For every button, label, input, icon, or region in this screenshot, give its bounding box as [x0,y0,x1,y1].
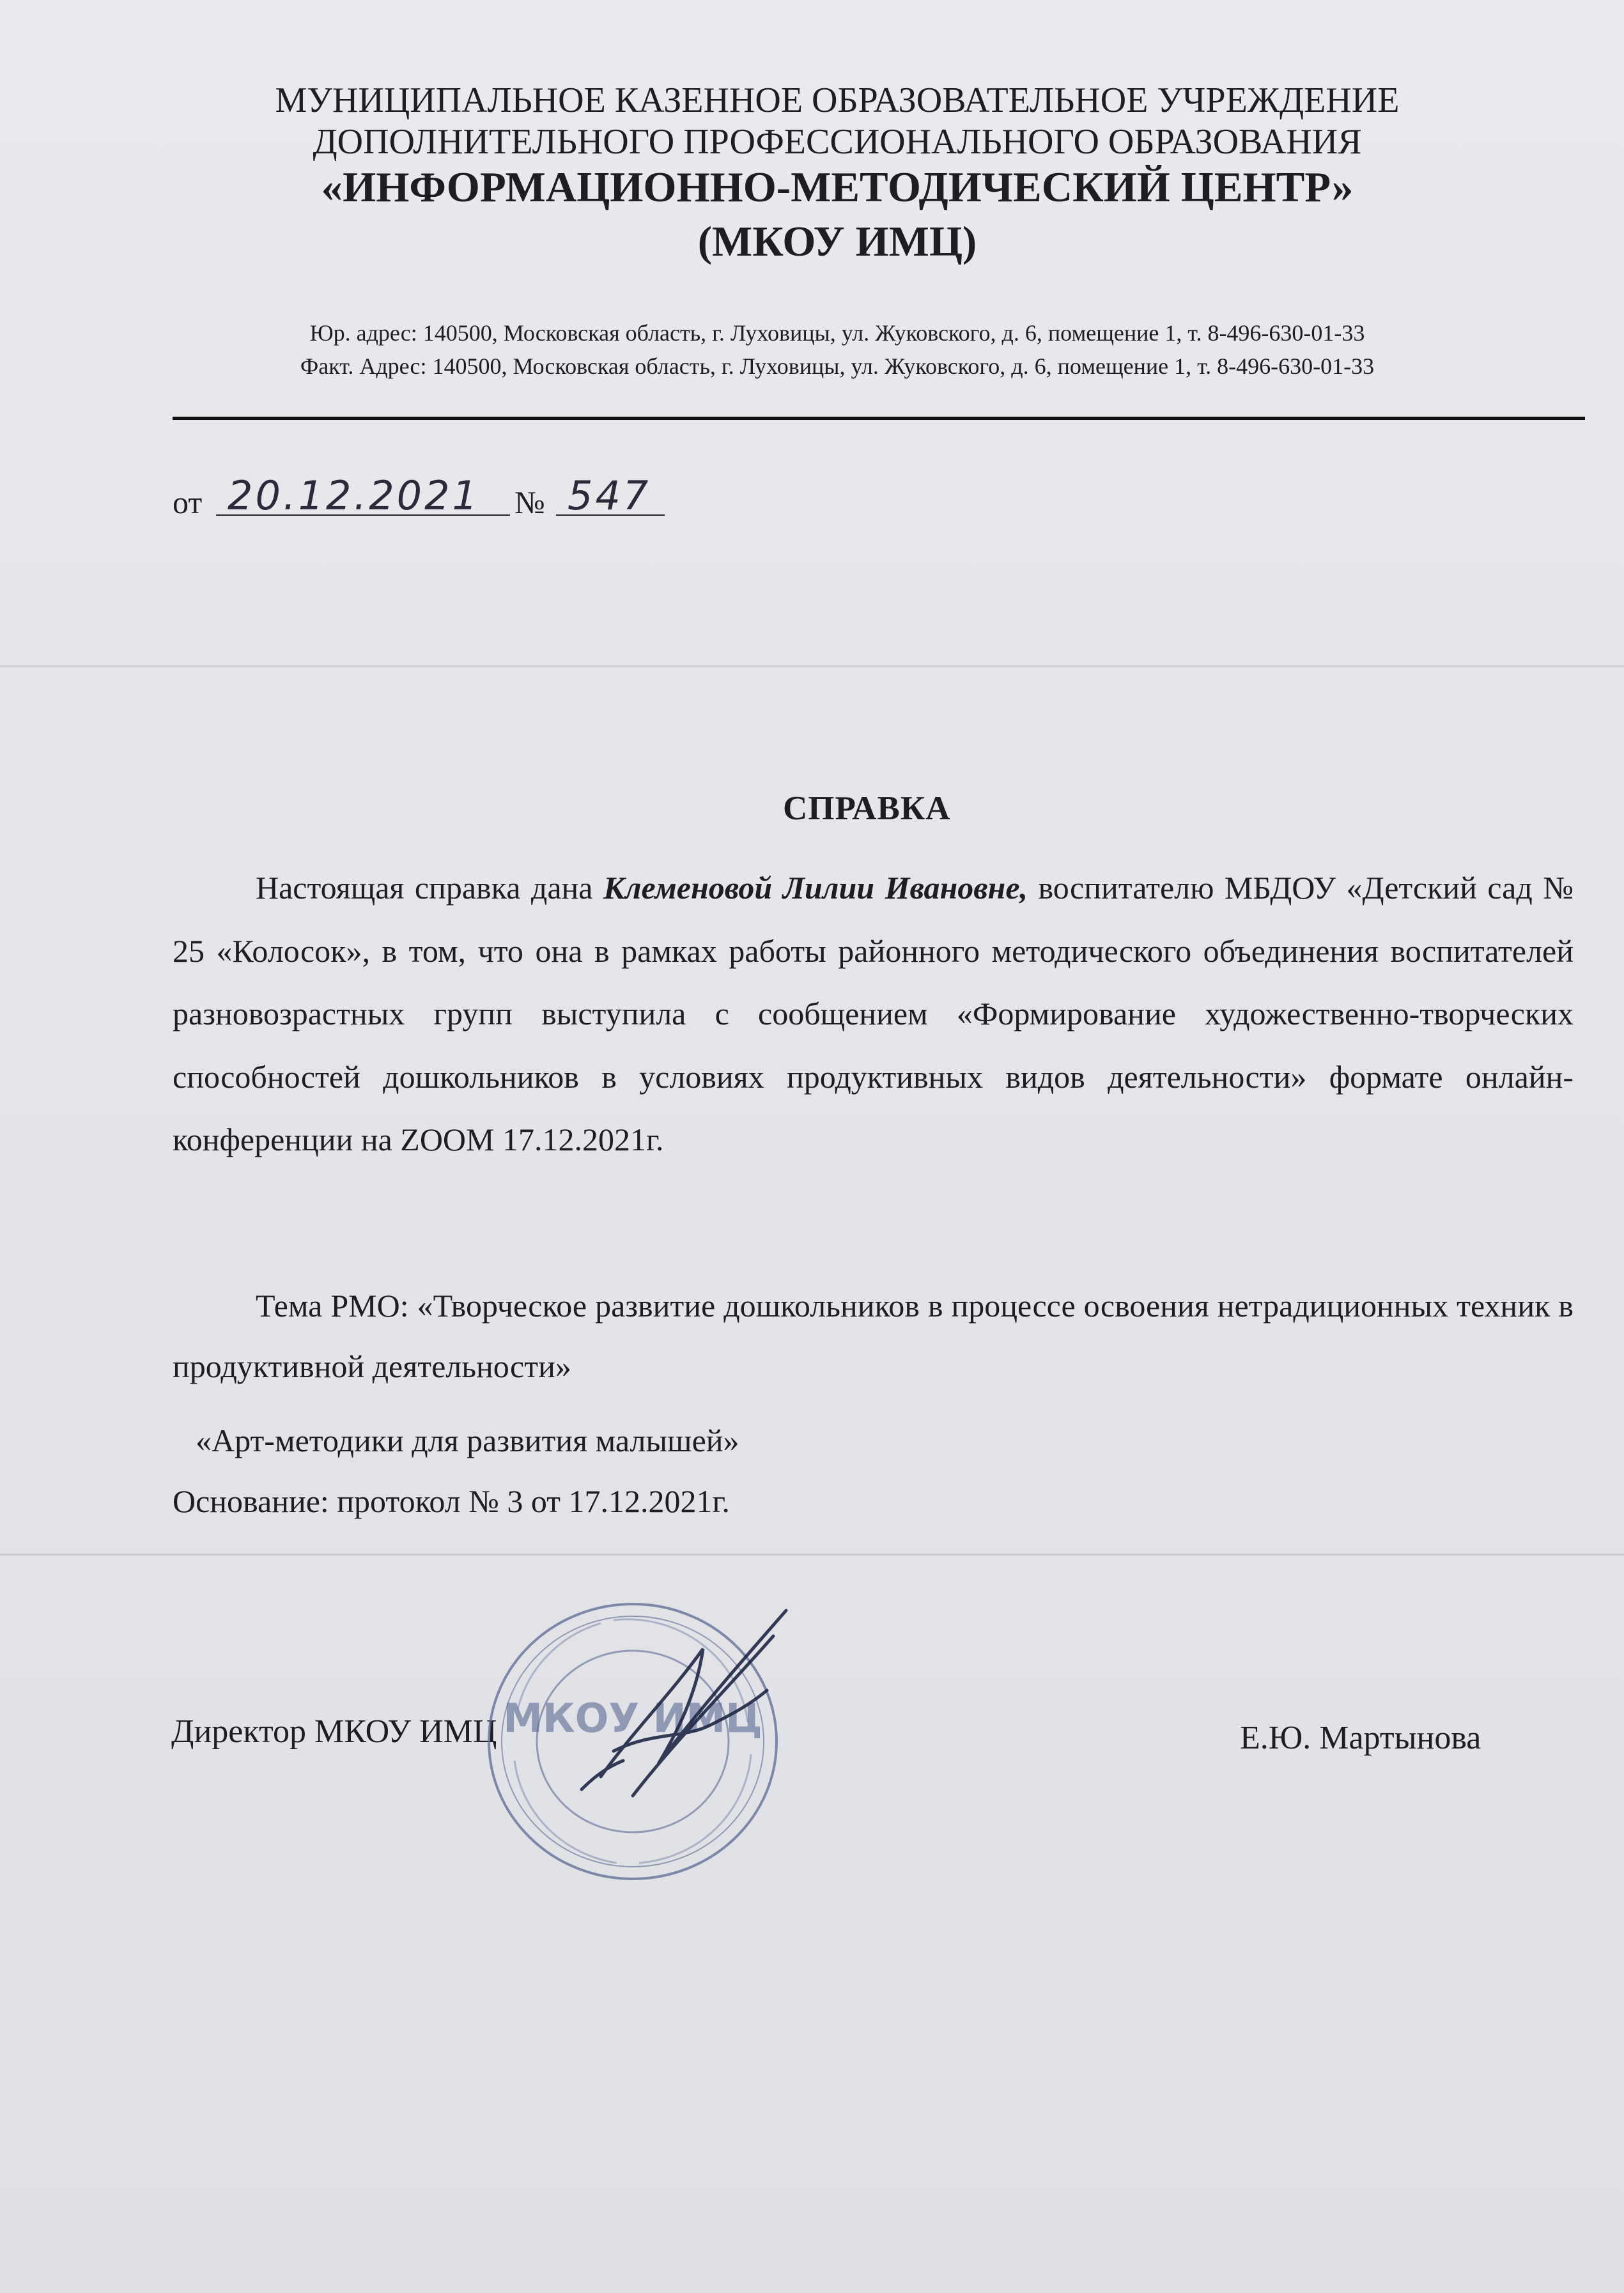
signatory-name: Е.Ю. Мартынова [1240,1720,1481,1756]
paragraph-topic: Тема РМО: «Творческое развитие дошкольников в процессе освоения нетрадиционных техник в продуктивной деятельности» [173,1288,1574,1384]
paper-fold-line [0,665,1624,668]
basis-line: Основание: протокол № 3 от 17.12.2021г. [173,1483,730,1519]
handwritten-signature [486,1585,856,1853]
recipient-name: Клеменовой Лилии Ивановне, [603,870,1028,906]
number-field [556,470,665,519]
header-divider [173,417,1585,420]
paragraph-main [173,856,1574,1171]
paragraph-main-rest: воспитателю МБДОУ «Детский сад № 25 «Колосок», в том, что она в рамках работы районного методического объединения воспитателей разновозрастных групп выступила с сообщением «Формирование художественно-творческих способностей дошкольников в условиях продуктивных видов деятельности» формате онлайн-конференции на ZOOM 17.12.2021г. [173,870,1574,1157]
org-name-line3: «ИНФОРМАЦИОННО-МЕТОДИЧЕСКИЙ ЦЕНТР» [321,164,1354,211]
org-abbreviation: (МКОУ ИМЦ) [697,218,977,265]
org-name-line1: МУНИЦИПАЛЬНОЕ КАЗЕННОЕ ОБРАЗОВАТЕЛЬНОЕ УЧРЕЖДЕНИЕ [275,81,1400,120]
date-field [216,470,510,519]
actual-address: Факт. Адрес: 140500, Московская область, г. Луховицы, ул. Жуковского, д. 6, помещение 1, т. 8-496-630-01-33 [300,353,1375,379]
legal-address: Юр. адрес: 140500, Московская область, г. Луховицы, ул. Жуковского, д. 6, помещение 1, т. 8-496-630-01-33 [309,320,1365,346]
document-title: СПРАВКА [783,790,951,827]
paragraph-main-start: Настоящая справка дана [256,870,603,906]
signatory-position: Директор МКОУ ИМЦ [171,1713,497,1750]
handwritten-date: 20.12.2021 [228,472,480,519]
paper-fold-line [0,1553,1624,1556]
talk-title: «Арт-методики для развития малышей» [196,1423,739,1458]
stamp-text: МКОУ ИМЦ [503,1695,762,1741]
handwritten-number: 547 [568,472,651,519]
number-label: № [514,484,545,520]
date-label: от [173,484,203,520]
org-name-line2: ДОПОЛНИТЕЛЬНОГО ПРОФЕССИОНАЛЬНОГО ОБРАЗОВАНИЯ [313,122,1362,162]
